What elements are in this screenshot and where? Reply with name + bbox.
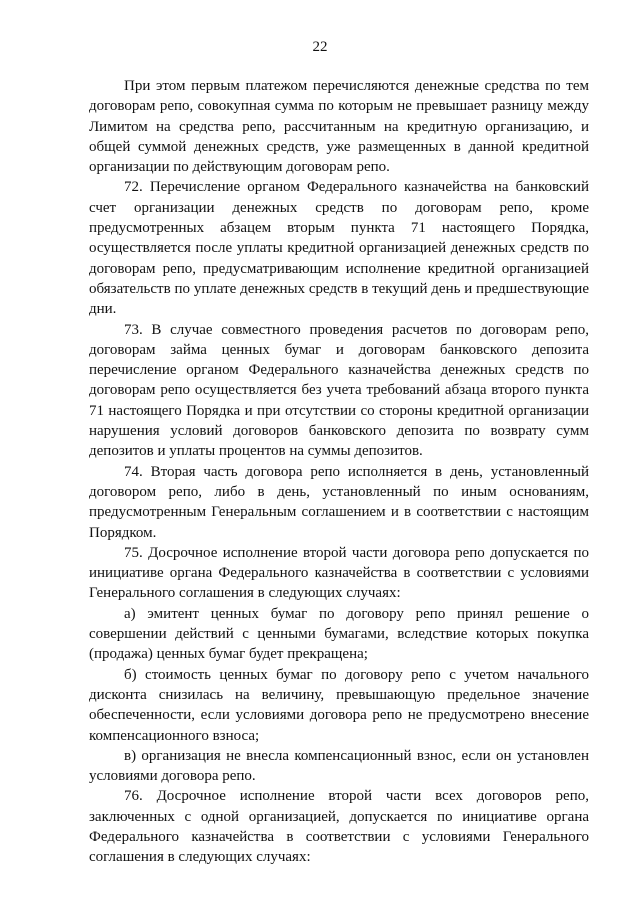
paragraph-clause-74: 74. Вторая часть договора репо исполняется в день, установленный договором репо, либо в день, установленный по иным основаниям, предусмотренным Генеральным соглашением и в соответствии с настоящим Порядком. bbox=[89, 463, 589, 541]
paragraph-clause-75-item-b: б) стоимость ценных бумаг по договору репо с учетом начального дисконта снизилась на величину, превышающую предельное значение обеспеченности, если условиями договора репо не предусмотрено внесение компенсационного взноса; bbox=[89, 666, 589, 744]
paragraph-clause-75-item-v: в) организация не внесла компенсационный взнос, если он установлен условиями договора репо. bbox=[89, 747, 589, 785]
paragraph-clause-75: 75. Досрочное исполнение второй части договора репо допускается по инициативе органа Федерального казначейства в соответствии с условиями Генерального соглашения в следующих случаях: bbox=[89, 544, 589, 602]
paragraph-clause-75-item-a: а) эмитент ценных бумаг по договору репо принял решение о совершении действий с ценными бумагами, вследствие которых покупка (продажа) ценных бумаг будет прекращена; bbox=[89, 605, 589, 663]
paragraph-clause-76: 76. Досрочное исполнение второй части всех договоров репо, заключенных с одной организацией, допускается по инициативе органа Федерального казначейства в соответствии с условиями Генерального соглашения в следующих случаях: bbox=[89, 788, 589, 866]
document-body bbox=[89, 76, 589, 868]
paragraph-clause-72: 72. Перечисление органом Федерального казначейства на банковский счет организации денежных средств по договорам репо, кроме предусмотренных абзацем вторым пункта 71 настоящего Порядка, осуществляется после уплаты кредитной организацией денежных средств по договорам репо, предусматривающим исполнение кредитной организацией обязательств по уплате денежных средств в текущий день и предшествующие дни. bbox=[89, 179, 589, 318]
page-number: 22 bbox=[312, 39, 328, 55]
paragraph-repo-first-payment: При этом первым платежом перечисляются денежные средства по тем договорам репо, совокупная сумма по которым не превышает разницу между Лимитом на средства репо, рассчитанным на кредитную организацию, и общей суммой денежных средств, уже размещенных в данной кредитной организации по действующим договорам репо. bbox=[89, 78, 589, 176]
paragraph-clause-73: 73. В случае совместного проведения расчетов по договорам репо, договорам займа ценных бумаг и договорам банковского депозита перечисление органом Федерального казначейства денежных средств по договорам репо осуществляется без учета требований абзаца второго пункта 71 настоящего Порядка и при отсутствии со стороны кредитной организации нарушения условий договоров банковского депозита по возврату сумм депозитов и уплаты процентов на суммы депозитов. bbox=[89, 321, 589, 460]
